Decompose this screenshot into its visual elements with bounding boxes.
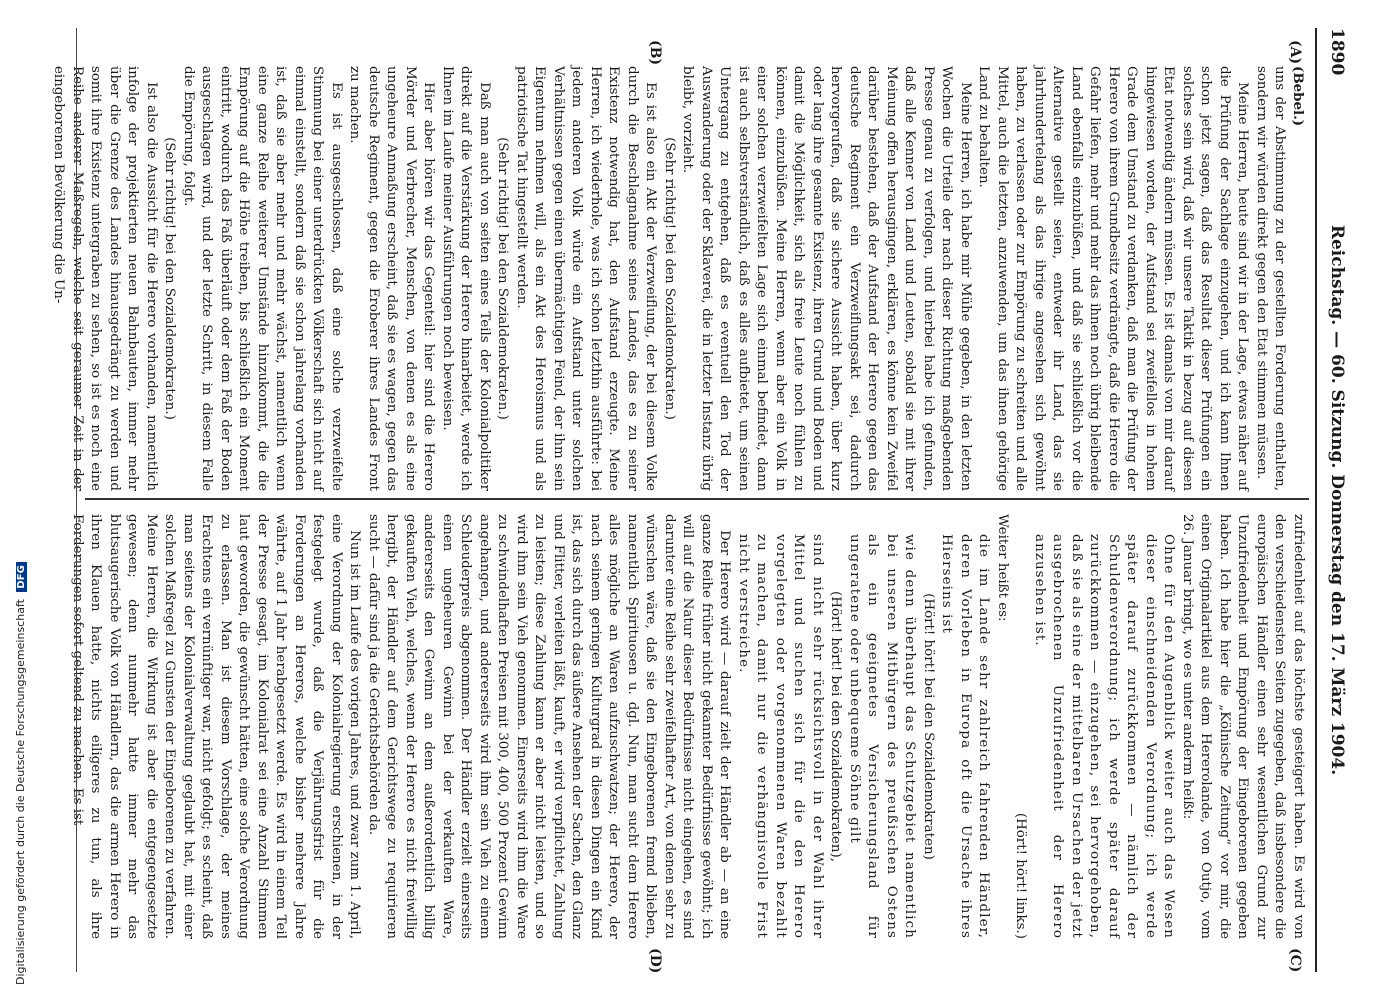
column-divider xyxy=(85,498,1309,500)
margin-letter-d: (D) xyxy=(647,948,663,974)
funding-credit-text: Digitalisierung gefördert durch die Deutsche Forschungsgemeinschaft xyxy=(14,599,27,985)
interjection: (Hört! hört! bei den Sozialdemokraten), xyxy=(828,591,844,862)
interjection: (Hört! hört! bei den Sozialdemokraten) xyxy=(921,593,936,860)
funding-credit xyxy=(14,562,27,985)
paragraph: Nun ist im Laufe des vorigen Jahres, und zwar zum 1. April, eine Verordnung der Kolonialregierung erschienen, in der festgelegt wurde, daß die Verjährungsfrist für die Forderungen an Hereros, welche bisher mehrere Jahre währte, auf 1 Jahr herabgesetzt werde. Es wird in einem Teil der Presse gesagt, im Kolonialrat sei eine Anzahl Stimmen laut geworden, die gewünscht hätten, eine solche Verordnung zu erlassen. Man ist diesem Vorschlage, der meines Erachtens ein vernünftiger war, nicht gefolgt; es scheint, daß man seitens der Kolonialverwaltung geglaubt hat, mit einer solchen Maßregel zu Gunsten der Eingeborenen zu verfahren. Meine Herren, die Wirkung ist aber die entgegengesetzte gewesen; denn nunmehr hatte immer mehr das blutsaugerische Volk von Händlern, das die armen Herero in ihren Klauen hatte, nichts eiligeres zu tun, als ihre Forderungen sofort geltend zu machen. Es ist xyxy=(70,514,363,939)
paragraph: Meine Herren, heute sind wir in der Lage, etwas näher auf die Prüfung der Sachlage einzugehen, und ich kann Ihnen schon jetzt sagen, daß das Resultat dieser Prüfungen ein solches sein wird, daß wir unsere Taktik in bezug auf diesen Etat notwendig ändern müssen. Es ist damals von mir darauf hingewiesen worden, der Aufstand sei zweifellos in hohem Grade dem Umstand zu verdanken, daß man die Prüfung der Herero von ihrem Grundbesitz verdrängte, daß die Herero die Gefahr liefen, mehr und mehr das ihnen noch übrig bleibende Land ebenfalls einzubüßen, und daß sie schließlich vor die Alternative gestellt seien, entweder ihr Land, das sie jahrhundertelang als das ihrige angesehen sich gewöhnt haben, zu verlassen oder zur Empörung zu schreiten und alle Mittel, auch die letzten, anzuwenden, um das ihnen gehörige Land zu behalten. xyxy=(976,66,1251,491)
interjection: (Hört! hört! links.) xyxy=(1013,812,1029,939)
left-column xyxy=(51,66,1307,491)
paragraph: Weiter heißt es: xyxy=(995,514,1010,622)
paragraph: Es ist ausgeschlossen, daß eine solche verzweifelte Stimmung bei einer unterdrückten Völkerschaft sich nicht auf einmal einstellt, sondern daß sie schon jahrelang vorhanden ist, daß sie aber mehr und mehr wächst, namentlich wenn eine ganze Reihe weiterer Umstände hinzukommt, die die Empörung auf die Höhe treiben, bis schließlich ein Moment eintritt, wodurch das Faß überläuft oder dem Faß der Boden ausgeschlagen wird, und der letzte Schritt, in diesem Falle die Empörung, folgt. xyxy=(181,66,344,491)
margin-letter-c: (C) xyxy=(1287,948,1303,973)
page-header xyxy=(1319,28,1353,972)
right-column xyxy=(70,514,1307,939)
paragraph: Daß man auch von seiten eines Teils der Kolonialpolitiker direkt auf die Verstärkung der Herero hinarbeitet, werde ich Ihnen im Laufe meiner Ausführungen noch beweisen. xyxy=(440,66,492,491)
dfg-logo: DFG xyxy=(16,562,27,591)
quote: die im Lande sehr zahlreich fahrenden Händler, deren Vorleben in Europa oft die Ursache ihres Hierseins ist xyxy=(939,534,992,939)
bottom-rule xyxy=(76,28,77,972)
paragraph: Der Herero wird — darauf zielt der Händler ab — an eine ganze Reihe früher nicht gekannter Bedürfnisse gewöhnt; ich will auf die Natur dieser Bedürfnisse nicht eingehen, es sind darunter eine Reihe sehr zweifelhafter Art, von denen sehr zu wünschen wäre, daß sie den Eingeborenen fremd blieben, namentlich Spirituosen u. dgl. Nun, man sucht dem Herero alles mögliche an Waren aufzuschwatzen; der Herero, der nach seinem geringen Kulturgrad in diesen Dingen ein Kind ist, das sich durch das äußere Ansehen der Sachen, den Glanz und Flitter, verleiten läßt, kauft, er wird verpflichtet, Zahlung zu leisten; diese Zahlung kann er aber nicht leisten, und so wird ihm sein Vieh genommen. Einerseits wird ihm die Ware zu schwindelhaften Preisen mit 300, 400, 500 Prozent Gewinn angehangen, und andererseits wird ihm sein Vieh zu einem Schleuderpreis abgenommen. Der Händler erzielt einerseits einen ungeheuren Gewinn bei der verkauften Ware, andererseits den Gewinn an dem außerordentlich billig gekauften Vieh, welches, wenn der Herero es nicht freiwillig hergibt, der Händler auf dem Gerichtswege zu requirieren sucht — dafür sind ja die Gerichtsbehörden da. xyxy=(366,514,733,939)
paragraph: Ist also die Aussicht für die Herero vorhanden, namentlich infolge der projektierten neuen Bahnbauten, immer mehr über die Grenze des Landes hinausgedrängt zu werden und somit ihre Existenz untergraben zu sehen, so ist es noch eine Reihe anderer Maßregeln, welche seit geraumer Zeit in der eingeborenen Bevölkerung die Un- xyxy=(51,66,159,491)
paragraph: Meine Herren, ich habe mir Mühe gegeben, in den letzten Wochen die Urteile der nach dieser Richtung maßgebenden Presse genau zu verfolgen, und hierbei habe ich gefunden, daß alle Kenner von Land und Leuten, sobald sie mit ihrer Meinung offen herausgingen, erklären, es könne kein Zweifel darüber bestehen, daß der Aufstand der Herero gegen das deutsche Regiment ein Verzweiflungsakt sei, dadurch hervorgerufen, daß sie sichere Aussicht haben, über kurz oder lang ihre gesamte Existenz, ihren Grund und Boden und damit die Möglichkeit, sich als freie Leute noch fühlen zu können, einzubüßen. Meine Herren, wenn aber ein Volk in einer solchen verzweifelten Lage sich einmal befindet, dann ist auch selbstverständlich, daß es alles aufbietet, um seinen Untergang zu entgehen, daß es eventuell den Tod der Auswanderung oder der Sklaverei, die in letzter Instanz übrig bleibt, vorzieht. xyxy=(680,66,973,491)
quote: Ohne für den Augenblick weiter auch das Wesen dieser einschneidenden Verordnung; ich werde später darauf zurückkommen — nämlich der Schuldenverordnung; ich werde später darauf zurückkommen — einzugehen, sei hervorgehoben, daß sie als eine der mittelbaren Ursachen der jetzt ausgebrochenen Unzufriedenheit der Herero anzusehen ist. xyxy=(1032,534,1177,939)
page-number: 1890 xyxy=(1327,28,1347,76)
quote: wie denn überhaupt das Schutzgebiet namentlich bei unseren Mitbürgern des preußischen Ostens als ein geeignetes Versicherungsland für ungeratene oder unbequeme Söhne gilt xyxy=(847,534,918,939)
paragraph: zufriedenheit auf das höchste gesteigert haben. Es wird von den verschiedensten Seiten zugegeben, daß insbesondere die europäischen Händler einen sehr wesentlichen Grund zur Unzufriedenheit und Empörung der Eingeborenen gegeben haben. Ich habe hier die „Kölnische Zeitung“ vor mir, die einen Originalartikel aus dem Hererolande, von Outjo, vom 26. Januar bringt, wo es unter anderm heißt: xyxy=(1180,514,1306,939)
paragraph: Es ist also ein Akt der Verzweiflung, der bei diesem Volke durch die Beschlagnahme seines Landes, das es zu seiner Existenz notwendig hat, den Aufstand erzeugte. Meine Herren, ich wiederhole, was ich schon letzthin ausführte: bei jedem anderen Volk würde ein Aufstand unter solchen Verhältnissen gegen einen übermächtigen Feind, der ihm sein Eigentum nehmen will, als ein Akt des Heroismus und als patriotische Tat hingestellt werden. xyxy=(514,66,659,491)
paragraph: uns der Abstimmung zu der gestellten Forderung enthalten, sondern wir würden direkt gegen den Etat stimmen müssen. xyxy=(1254,66,1288,491)
page-title: Reichstag. — 60. Sitzung. Donnerstag den 17. März 1904. xyxy=(1327,224,1347,776)
quote: sind nicht sehr rücksichtsvoll in der Wahl ihrer Mittel und suchen sich für die den Herero vorgelegten oder vorgenommenen Waren bezahlt zu machen, damit nur die verhängnisvolle Frist nicht verstreiche. xyxy=(736,534,825,939)
interjection: (Sehr richtig! bei den Sozialdemokraten.) xyxy=(662,137,677,420)
margin-letter-a: (A) xyxy=(1287,40,1303,65)
speaker-name: (Bebel.) xyxy=(1290,66,1306,127)
interjection: (Sehr richtig! bei den Sozialdemokraten.) xyxy=(162,137,178,420)
margin-letter-b: (B) xyxy=(647,40,663,66)
interjection: (Sehr richtig! bei den Sozialdemokraten.) xyxy=(495,137,511,420)
header-rule xyxy=(1315,28,1317,972)
paragraph: Hier aber hören wir das Gegenteil: hier sind die Herero Mörder und Verbrecher, Menschen, von denen es als eine ungeheure Anmaßung erscheint, daß sie es wagen, gegen das deutsche Regiment, gegen die Eroberer ihres Landes Front zu machen. xyxy=(347,66,437,491)
